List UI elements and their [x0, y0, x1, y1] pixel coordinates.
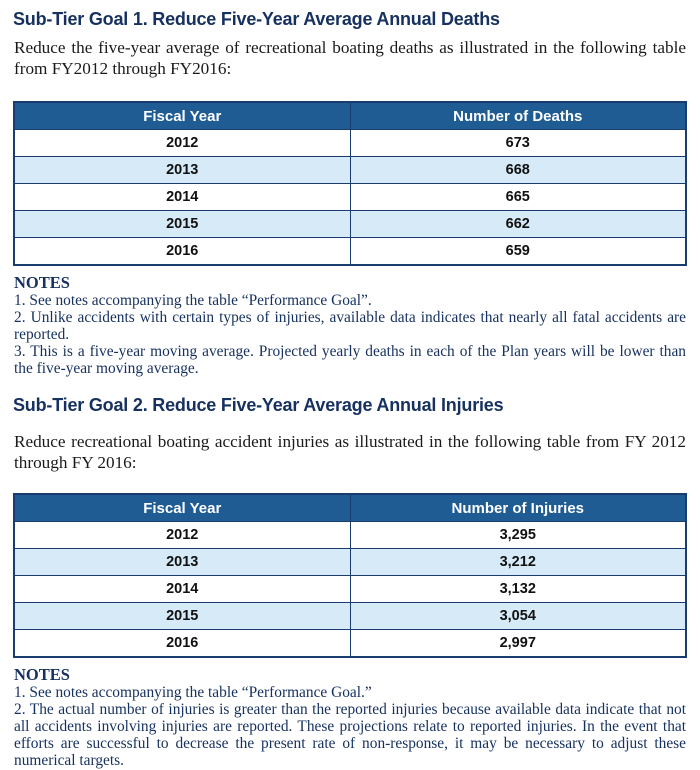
- table-row: [14, 603, 686, 630]
- fiscal-year-cell: 2014: [14, 576, 350, 603]
- fiscal-year-cell: 2013: [14, 549, 350, 576]
- note-item: 1. See notes accompanying the table “Performance Goal”.: [14, 292, 372, 309]
- goal1-heading: Sub-Tier Goal 1. Reduce Five-Year Average Annual Deaths: [13, 9, 500, 29]
- injuries-cell: 3,212: [350, 549, 686, 576]
- note-item: 2. The actual number of injuries is greater than the reported injuries because available data indicate that not all accidents involving injuries are reported. These projections relate to reported injuries. In the event that efforts are successful to decrease the present rate of non-response, it may be necessary to adjust these numerical targets.: [14, 701, 686, 769]
- column-header-number-of-deaths: Number of Deaths: [350, 102, 686, 130]
- fiscal-year-cell: 2013: [14, 157, 350, 184]
- deaths-cell: 662: [350, 211, 686, 238]
- deaths-cell: 668: [350, 157, 686, 184]
- goal2-notes: [14, 666, 686, 769]
- fiscal-year-cell: 2012: [14, 522, 350, 549]
- injuries-cell: 3,132: [350, 576, 686, 603]
- fiscal-year-cell: 2016: [14, 630, 350, 658]
- fiscal-year-cell: 2015: [14, 603, 350, 630]
- goal2-table: [13, 493, 687, 658]
- table-row: [14, 630, 686, 658]
- deaths-cell: 665: [350, 184, 686, 211]
- table-row: [14, 130, 686, 157]
- table-row: [14, 157, 686, 184]
- column-header-number-of-injuries: Number of Injuries: [350, 494, 686, 522]
- notes-title: NOTES: [14, 665, 70, 684]
- table-row: [14, 238, 686, 266]
- column-header-fiscal-year: Fiscal Year: [14, 494, 350, 522]
- fiscal-year-cell: 2015: [14, 211, 350, 238]
- deaths-cell: 659: [350, 238, 686, 266]
- injuries-cell: 3,054: [350, 603, 686, 630]
- injuries-cell: 2,997: [350, 630, 686, 658]
- goal1-notes: [14, 274, 686, 377]
- fiscal-year-cell: 2014: [14, 184, 350, 211]
- table-header-row: [14, 494, 686, 522]
- goal2-heading: Sub-Tier Goal 2. Reduce Five-Year Average Annual Injuries: [13, 395, 504, 415]
- table-row: [14, 522, 686, 549]
- note-item: 1. See notes accompanying the table “Performance Goal.”: [14, 684, 372, 701]
- table-header-row: [14, 102, 686, 130]
- injuries-cell: 3,295: [350, 522, 686, 549]
- deaths-cell: 673: [350, 130, 686, 157]
- table-row: [14, 184, 686, 211]
- fiscal-year-cell: 2012: [14, 130, 350, 157]
- goal1-intro: Reduce the five-year average of recreational boating deaths as illustrated in the following table from FY2012 through FY2016:: [14, 38, 686, 78]
- table-row: [14, 576, 686, 603]
- note-item: 2. Unlike accidents with certain types of injuries, available data indicates that nearly all fatal accidents are reported.: [14, 309, 686, 343]
- goal1-table: [13, 101, 687, 266]
- column-header-fiscal-year: Fiscal Year: [14, 102, 350, 130]
- fiscal-year-cell: 2016: [14, 238, 350, 266]
- table-row: [14, 211, 686, 238]
- goal2-intro: Reduce recreational boating accident injuries as illustrated in the following table from FY 2012 through FY 2016:: [14, 432, 686, 472]
- note-item: 3. This is a five-year moving average. Projected yearly deaths in each of the Plan years will be lower than the five-year moving average.: [14, 343, 686, 377]
- table-row: [14, 549, 686, 576]
- notes-title: NOTES: [14, 273, 70, 292]
